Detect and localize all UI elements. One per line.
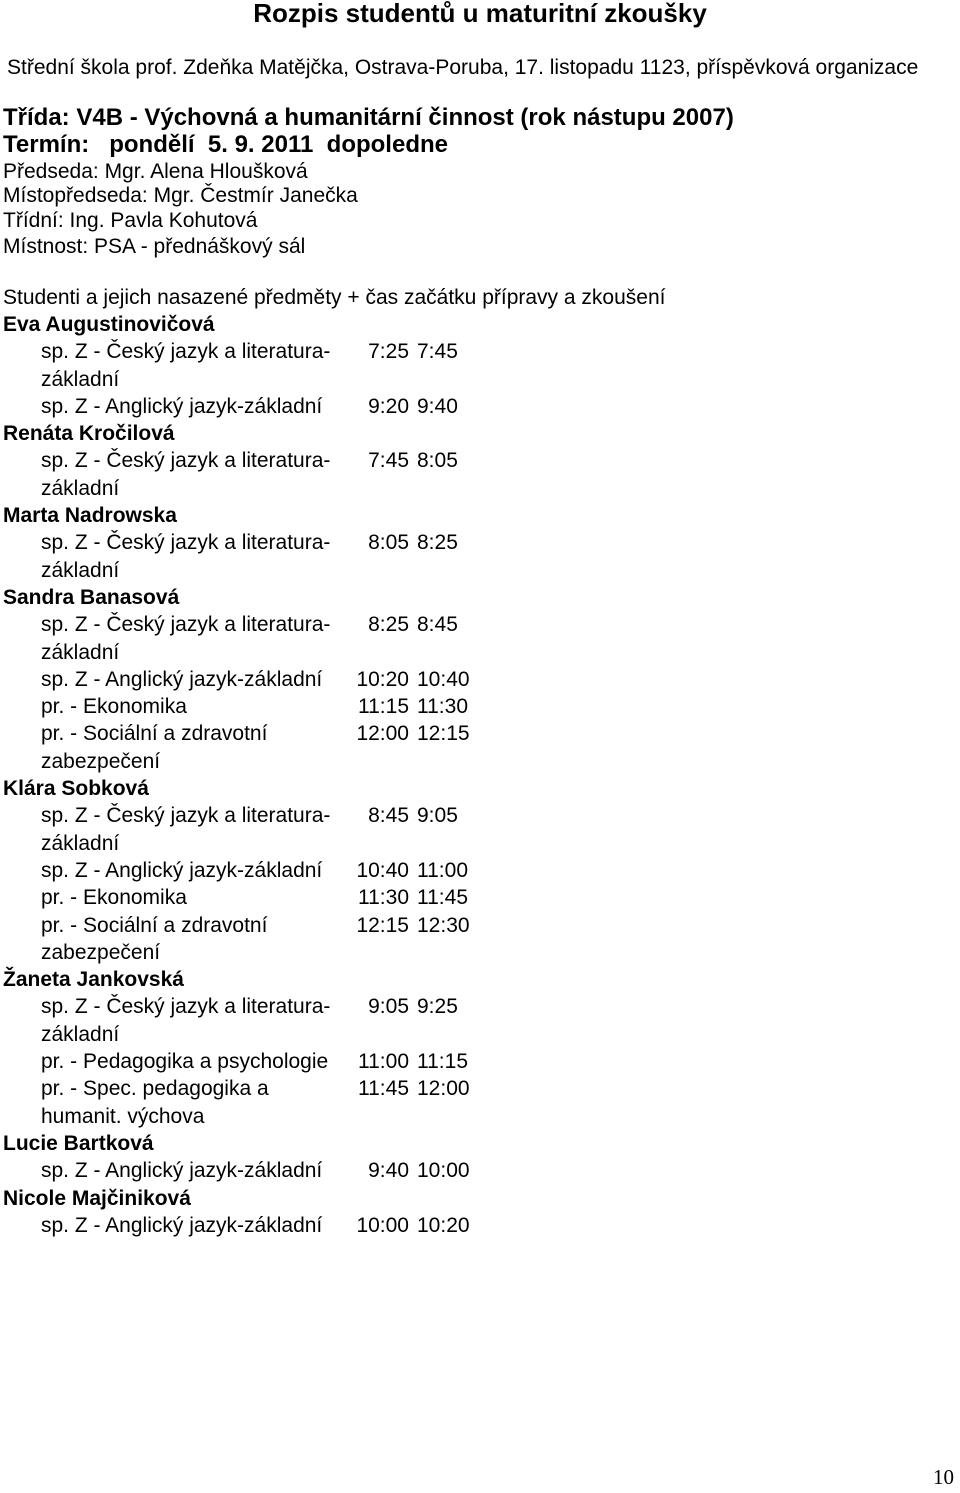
exam-row [41, 611, 503, 666]
student-block [3, 420, 503, 502]
exam-subject: sp. Z - Anglický jazyk-základní [41, 1213, 323, 1237]
exam-start-time: 11:15 [358, 695, 409, 719]
exam-start-time: 8:25 [368, 613, 409, 637]
exam-row [41, 666, 503, 693]
exam-end-time: 8:05 [417, 449, 458, 473]
page-number: 10 [933, 1465, 954, 1489]
exam-start-time: 7:25 [368, 340, 409, 364]
exam-end-time: 8:45 [417, 613, 458, 637]
exam-row [41, 912, 503, 967]
exam-start-time: 7:45 [368, 449, 409, 473]
exam-start-time: 12:00 [356, 722, 409, 746]
exam-start-time: 12:15 [356, 913, 409, 937]
exam-row [41, 857, 503, 884]
student-block [3, 966, 503, 1130]
exam-subject: sp. Z - Český jazyk a literatura-základní [41, 995, 331, 1046]
student-block [3, 1130, 503, 1185]
student-block [3, 311, 503, 420]
student-block [3, 775, 503, 966]
schedule-intro: Studenti a jejich nasazené předměty + čas začátku přípravy a zkoušení [3, 286, 666, 309]
exam-subject: sp. Z - Anglický jazyk-základní [41, 394, 323, 418]
exam-row [41, 1075, 503, 1130]
exam-end-time: 10:00 [417, 1159, 470, 1183]
exam-subject: sp. Z - Anglický jazyk-základní [41, 1159, 323, 1183]
student-block [3, 502, 503, 584]
exam-row [41, 338, 503, 393]
exam-end-time: 9:40 [417, 394, 458, 418]
chair-line: Předseda: Mgr. Alena Hloušková [3, 160, 308, 183]
exam-start-time: 10:40 [356, 858, 409, 882]
student-name: Sandra Banasová [3, 585, 180, 609]
exam-end-time: 11:15 [417, 1050, 468, 1074]
exam-row [41, 993, 503, 1048]
exam-end-time: 11:45 [417, 886, 468, 910]
vice-chair-line: Místopředseda: Mgr. Čestmír Janečka [3, 184, 358, 207]
exam-end-time: 8:25 [417, 531, 458, 555]
class-line: Třída: V4B - Výchovná a humanitární činnost (rok nástupu 2007) [3, 104, 734, 131]
exam-subject: sp. Z - Český jazyk a literatura-základní [41, 804, 331, 855]
exam-end-time: 12:15 [417, 722, 470, 746]
exam-subject: pr. - Ekonomika [41, 886, 187, 910]
exam-start-time: 11:00 [358, 1050, 409, 1074]
exam-row [41, 447, 503, 502]
class-teacher-line: Třídní: Ing. Pavla Kohutová [3, 209, 258, 232]
exam-end-time: 11:30 [417, 695, 468, 719]
exam-subject: pr. - Spec. pedagogika a humanit. výchova [41, 1077, 269, 1128]
exam-subject: sp. Z - Český jazyk a literatura-základní [41, 340, 331, 391]
student-block [3, 1185, 503, 1240]
exam-subject: sp. Z - Český jazyk a literatura-základní [41, 531, 331, 582]
exam-subject: pr. - Ekonomika [41, 695, 187, 719]
exam-subject: sp. Z - Anglický jazyk-základní [41, 667, 323, 691]
exam-start-time: 11:30 [358, 886, 409, 910]
exam-subject: sp. Z - Český jazyk a literatura-základní [41, 613, 331, 664]
exam-row [41, 884, 503, 911]
student-name: Eva Augustinovičová [3, 313, 215, 336]
exam-end-time: 9:05 [417, 804, 458, 828]
exam-end-time: 12:00 [417, 1077, 470, 1101]
exam-start-time: 8:45 [368, 804, 409, 828]
exam-end-time: 9:25 [417, 995, 458, 1019]
exam-subject: sp. Z - Český jazyk a literatura-základní [41, 449, 331, 500]
student-schedule [3, 311, 503, 1239]
exam-end-time: 7:45 [417, 340, 458, 364]
exam-start-time: 9:40 [368, 1159, 409, 1183]
student-name: Marta Nadrowska [3, 504, 177, 528]
exam-start-time: 10:00 [356, 1213, 409, 1237]
student-block [3, 584, 503, 775]
room-line: Místnost: PSA - přednáškový sál [3, 235, 306, 258]
exam-start-time: 10:20 [356, 667, 409, 691]
student-name: Lucie Bartková [3, 1131, 154, 1155]
exam-subject: pr. - Sociální a zdravotní zabezpečení [41, 722, 268, 773]
exam-row [41, 393, 503, 420]
exam-end-time: 10:40 [417, 667, 470, 691]
student-name: Nicole Majčiniková [3, 1186, 191, 1210]
exam-start-time: 9:20 [368, 394, 409, 418]
exam-row [41, 720, 503, 775]
exam-end-time: 12:30 [417, 913, 470, 937]
school-name: Střední škola prof. Zdeňka Matějčka, Ostrava-Poruba, 17. listopadu 1123, příspěvková organizace [7, 56, 919, 79]
student-name: Renáta Kročilová [3, 422, 175, 446]
exam-subject: pr. - Pedagogika a psychologie [41, 1050, 329, 1074]
exam-row [41, 693, 503, 720]
exam-row [41, 1048, 503, 1075]
exam-row [41, 1157, 503, 1184]
exam-row [41, 802, 503, 857]
exam-start-time: 8:05 [368, 531, 409, 555]
exam-end-time: 11:00 [417, 858, 468, 882]
exam-subject: pr. - Sociální a zdravotní zabezpečení [41, 913, 268, 964]
student-name: Žaneta Jankovská [3, 968, 184, 992]
document-title: Rozpis studentů u maturitní zkoušky [253, 0, 707, 28]
student-name: Klára Sobková [3, 777, 149, 801]
exam-start-time: 11:45 [358, 1077, 409, 1101]
exam-start-time: 9:05 [368, 995, 409, 1019]
term-line: Termín: pondělí 5. 9. 2011 dopoledne [3, 131, 448, 158]
exam-row [41, 1212, 503, 1239]
exam-subject: sp. Z - Anglický jazyk-základní [41, 858, 323, 882]
exam-end-time: 10:20 [417, 1213, 470, 1237]
exam-row [41, 529, 503, 584]
